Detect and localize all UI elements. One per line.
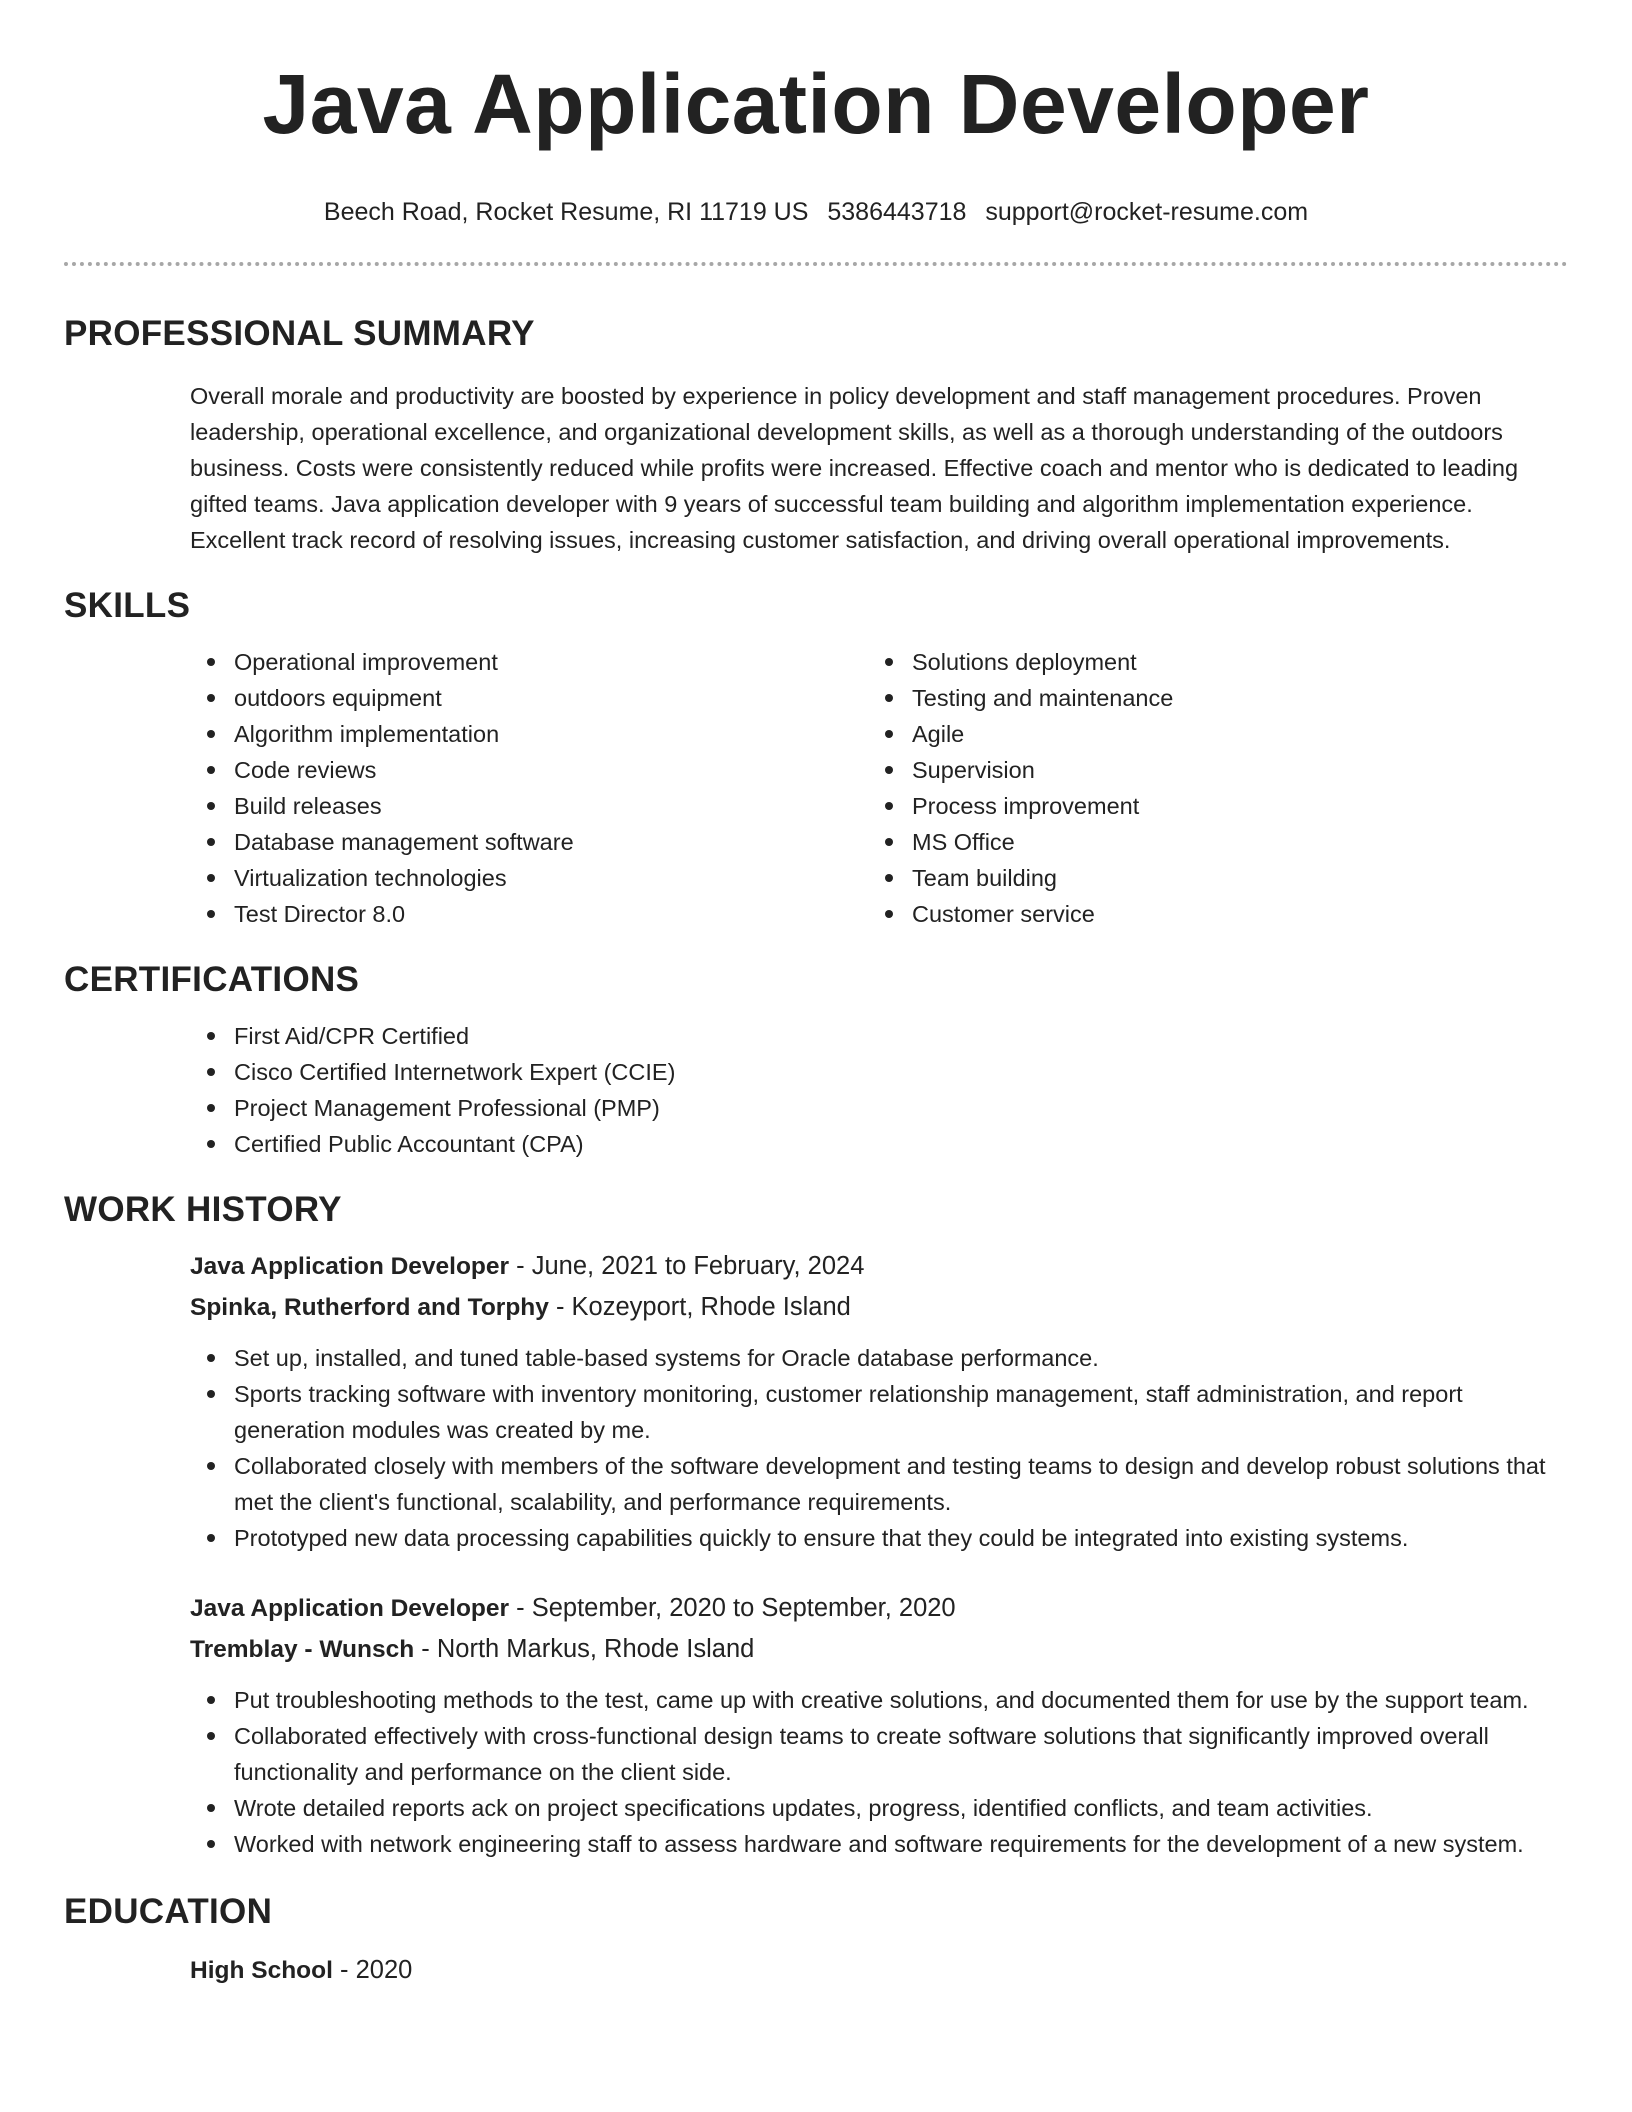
job-bullet: Put troubleshooting methods to the test, came up with creative solutions, and documented them for use by the support team. (190, 1682, 1568, 1718)
job-role-line (190, 1588, 1568, 1629)
job-bullet: Prototyped new data processing capabilities quickly to ensure that they could be integrated into existing systems. (190, 1520, 1568, 1556)
job-entry (190, 1588, 1568, 1862)
contact-line (64, 196, 1568, 228)
certifications-list (190, 1018, 1568, 1162)
job-company: Tremblay - Wunsch (190, 1636, 415, 1663)
section-title-summary: PROFESSIONAL SUMMARY (64, 314, 535, 353)
job-location: - North Markus, Rhode Island (414, 1635, 755, 1663)
certification-item: Project Management Professional (PMP) (190, 1090, 1568, 1126)
resume-name-title: Java Application Developer (262, 57, 1370, 151)
job-bullet: Wrote detailed reports ack on project specifications updates, progress, identified conflicts, and team activities. (190, 1790, 1568, 1826)
skill-item: Operational improvement (190, 644, 868, 680)
education-entry (190, 1950, 1568, 1991)
certification-item: Cisco Certified Internetwork Expert (CCIE) (190, 1054, 1568, 1090)
skills-column-left (190, 644, 868, 932)
job-bullet: Collaborated effectively with cross-functional design teams to create software solutions that significantly improved overall functionality and performance on the client side. (190, 1718, 1568, 1790)
resume-page (64, 0, 1568, 1991)
section-title-certifications: CERTIFICATIONS (64, 960, 360, 999)
job-bullet: Collaborated closely with members of the software development and testing teams to design and develop robust solutions that met the client's functional, scalability, and performance requirements. (190, 1448, 1568, 1520)
job-role-line (190, 1246, 1568, 1287)
skill-item: Process improvement (868, 788, 1546, 824)
education-degree: High School (190, 1957, 333, 1984)
section-title-skills: SKILLS (64, 586, 191, 625)
skill-item: Virtualization technologies (190, 860, 868, 896)
skill-item: MS Office (868, 824, 1546, 860)
skills-list (190, 644, 1568, 932)
education-year: - 2020 (332, 1956, 413, 1984)
skill-item: Supervision (868, 752, 1546, 788)
job-bullet: Sports tracking software with inventory monitoring, customer relationship management, staff administration, and report generation modules was created by me. (190, 1376, 1568, 1448)
contact-email: support@rocket-resume.com (985, 198, 1309, 226)
job-bullet: Set up, installed, and tuned table-based systems for Oracle database performance. (190, 1340, 1568, 1376)
skill-item: Agile (868, 716, 1546, 752)
job-dates: - June, 2021 to February, 2024 (509, 1252, 865, 1280)
summary-text: Overall morale and productivity are boosted by experience in policy development and staff management procedures. Proven leadership, operational excellence, and organizational development skills, as well as a thorough understanding of the outdoors business. Costs were consistently reduced while profits were increased. Effective coach and mentor who is dedicated to leading gifted teams. Java application developer with 9 years of successful team building and algorithm implementation experience. Excellent track record of resolving issues, increasing customer satisfaction, and driving overall operational improvements. (190, 383, 1519, 553)
job-company: Spinka, Rutherford and Torphy (190, 1294, 549, 1321)
skill-item: Code reviews (190, 752, 868, 788)
job-location: - Kozeyport, Rhode Island (548, 1293, 851, 1321)
job-bullet: Worked with network engineering staff to assess hardware and software requirements for the development of a new system. (190, 1826, 1568, 1862)
skill-item: Build releases (190, 788, 868, 824)
certification-item: First Aid/CPR Certified (190, 1018, 1568, 1054)
skill-item: Customer service (868, 896, 1546, 932)
contact-address: Beech Road, Rocket Resume, RI 11719 US (323, 198, 809, 226)
skill-item: Database management software (190, 824, 868, 860)
skill-item: Algorithm implementation (190, 716, 868, 752)
skill-item: Solutions deployment (868, 644, 1546, 680)
job-company-line (190, 1287, 1568, 1328)
job-bullets (190, 1682, 1568, 1862)
skill-item: outdoors equipment (190, 680, 868, 716)
skill-item: Team building (868, 860, 1546, 896)
job-role: Java Application Developer (190, 1253, 510, 1280)
skill-item: Testing and maintenance (868, 680, 1546, 716)
certification-item: Certified Public Accountant (CPA) (190, 1126, 1568, 1162)
skills-column-right (868, 644, 1546, 932)
section-title-education: EDUCATION (64, 1892, 273, 1931)
job-dates: - September, 2020 to September, 2020 (509, 1594, 956, 1622)
skill-item: Test Director 8.0 (190, 896, 868, 932)
header-divider (64, 262, 1568, 266)
job-company-line (190, 1629, 1568, 1670)
job-role: Java Application Developer (190, 1595, 510, 1622)
job-entry (190, 1246, 1568, 1556)
section-title-work-history: WORK HISTORY (64, 1190, 342, 1229)
contact-phone: 5386443718 (827, 198, 967, 226)
job-bullets (190, 1340, 1568, 1556)
